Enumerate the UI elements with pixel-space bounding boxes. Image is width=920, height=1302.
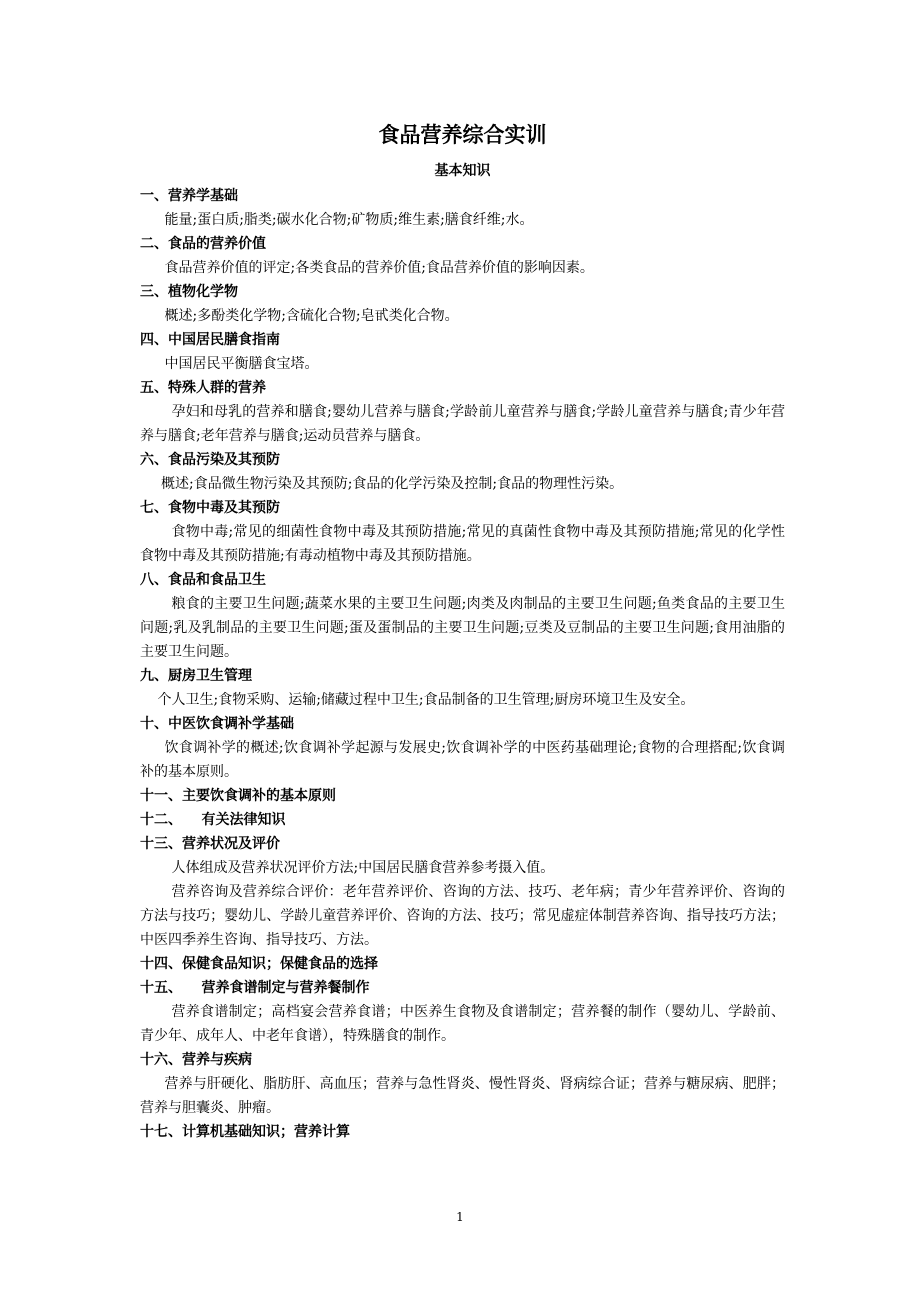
section-paragraph: 营养咨询及营养综合评价：老年营养评价、咨询的方法、技巧、老年病；青少年营养评价、咨询的方法与技巧；婴幼儿、学龄儿童营养评价、咨询的方法、技巧；常见虚症体制营养咨询、指导技巧方法；中医四季养生咨询、指导技巧、方法。 (140, 884, 785, 948)
section-paragraph: 概述;食品微生物污染及其预防;食品的化学污染及控制;食品的物理性污染。 (161, 476, 624, 492)
section-paragraph: 食品营养价值的评定;各类食品的营养价值;食品营养价值的影响因素。 (164, 260, 594, 276)
section-paragraph: 粮食的主要卫生问题;蔬菜水果的主要卫生问题;肉类及肉制品的主要卫生问题;鱼类食品的主要卫生问题;乳及乳制品的主要卫生问题;蛋及蛋制品的主要卫生问题;豆类及豆制品的主要卫生问题;食用油脂的主要卫生问题。 (140, 596, 785, 660)
section-heading: 十一、主要饮食调补的基本原则 (140, 788, 336, 804)
section (140, 448, 785, 496)
section-paragraph: 概述;多酚类化学物;含硫化合物;皂甙类化合物。 (164, 308, 459, 324)
section-paragraph: 食物中毒;常见的细菌性食物中毒及其预防措施;常见的真菌性食物中毒及其预防措施;常见的化学性食物中毒及其预防措施;有毒动植物中毒及其预防措施。 (140, 524, 785, 564)
section-paragraph: 饮食调补学的概述;饮食调补学起源与发展史;饮食调补学的中医药基础理论;食物的合理搭配;饮食调补的基本原则。 (140, 740, 785, 780)
section-body (140, 256, 785, 280)
document-title: 食品营养综合实训 (378, 123, 547, 147)
section-paragraph: 个人卫生;食物采购、运输;储藏过程中卫生;食品制备的卫生管理;厨房环境卫生及安全。 (157, 692, 695, 708)
section-heading: 十七、计算机基础知识；营养计算 (140, 1124, 350, 1140)
section (140, 184, 785, 232)
section-heading: 一、营养学基础 (140, 188, 238, 204)
section-body (140, 736, 785, 784)
section-body (140, 520, 785, 568)
section-heading: 十五、 营养食谱制定与营养餐制作 (140, 980, 370, 996)
section (140, 496, 785, 568)
section-paragraph: 人体组成及营养状况评价方法;中国居民膳食营养参考摄入值。 (171, 860, 555, 876)
section-heading: 三、植物化学物 (140, 284, 238, 300)
section-heading: 十二、 有关法律知识 (140, 812, 286, 828)
section (140, 280, 785, 328)
section-body (140, 304, 785, 328)
section (140, 1120, 785, 1144)
section (140, 568, 785, 664)
section-body (140, 472, 785, 496)
section-body (140, 400, 785, 448)
section (140, 952, 785, 976)
section-body (140, 856, 785, 952)
section (140, 664, 785, 712)
section-heading: 十四、保健食品知识；保健食品的选择 (140, 956, 378, 972)
section-body (140, 592, 785, 664)
section-heading: 六、食品污染及其预防 (140, 452, 280, 468)
section-paragraph: 中国居民平衡膳食宝塔。 (164, 356, 319, 372)
section-heading: 八、食品和食品卫生 (140, 572, 266, 588)
section-paragraph: 孕妇和母乳的营养和膳食;婴幼儿营养与膳食;学龄前儿童营养与膳食;学龄儿童营养与膳食;青少年营养与膳食;老年营养与膳食;运动员营养与膳食。 (140, 404, 785, 444)
document-content (140, 184, 785, 1144)
section-body (140, 208, 785, 232)
section-paragraph: 营养与肝硬化、脂肪肝、高血压；营养与急性肾炎、慢性肾炎、肾病综合证；营养与糖尿病、肥胖；营养与胆囊炎、肿瘤。 (140, 1076, 785, 1116)
section-heading: 十三、营养状况及评价 (140, 836, 280, 852)
section-heading: 五、特殊人群的营养 (140, 380, 266, 396)
section-body (140, 1072, 785, 1120)
section-heading: 七、食物中毒及其预防 (140, 500, 280, 516)
section-heading: 九、厨房卫生管理 (140, 668, 252, 684)
section (140, 328, 785, 376)
section-body (140, 1000, 785, 1048)
document-subtitle: 基本知识 (434, 163, 491, 179)
section (140, 784, 785, 808)
section-heading: 十、中医饮食调补学基础 (140, 716, 294, 732)
section-heading: 四、中国居民膳食指南 (140, 332, 280, 348)
section (140, 808, 785, 832)
section-paragraph: 能量;蛋白质;脂类;碳水化合物;矿物质;维生素;膳食纤维;水。 (164, 212, 534, 228)
section (140, 376, 785, 448)
section (140, 976, 785, 1048)
section-heading: 二、食品的营养价值 (140, 236, 266, 252)
section-body (140, 688, 785, 712)
section-heading: 十六、营养与疾病 (140, 1052, 252, 1068)
page-number: 1 (456, 1210, 464, 1224)
section (140, 232, 785, 280)
section (140, 1048, 785, 1120)
section-paragraph: 营养食谱制定；高档宴会营养食谱；中医养生食物及食谱制定；营养餐的制作（婴幼儿、学龄前、青少年、成年人、中老年食谱），特殊膳食的制作。 (140, 1004, 785, 1044)
section (140, 712, 785, 784)
section-body (140, 352, 785, 376)
section (140, 832, 785, 952)
